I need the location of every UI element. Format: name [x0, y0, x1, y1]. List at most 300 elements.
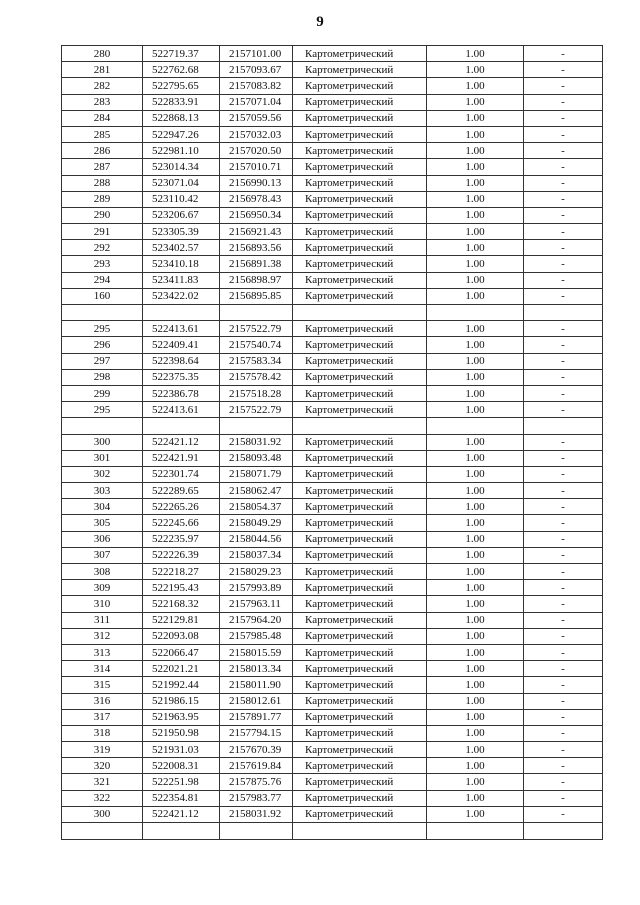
point-number-cell: 294 [62, 272, 143, 288]
x-coordinate-cell: 521950.98 [143, 725, 220, 741]
method-cell: Картометрический [293, 337, 427, 353]
point-number-cell: 313 [62, 644, 143, 660]
accuracy-cell: 1.00 [427, 644, 524, 660]
point-number-cell: 304 [62, 499, 143, 515]
method-cell: Картометрический [293, 353, 427, 369]
point-number-cell: 300 [62, 434, 143, 450]
method-cell: Картометрический [293, 175, 427, 191]
accuracy-cell: 1.00 [427, 337, 524, 353]
method-cell [293, 305, 427, 321]
y-coordinate-cell: 2156893.56 [220, 240, 293, 256]
y-coordinate-cell: 2158037.34 [220, 547, 293, 563]
table-row [62, 418, 603, 434]
method-cell: Картометрический [293, 272, 427, 288]
page-number: 9 [316, 14, 324, 30]
point-number-cell [62, 305, 143, 321]
point-number-cell: 310 [62, 596, 143, 612]
table-row [62, 725, 603, 741]
note-cell [524, 305, 603, 321]
note-cell: - [524, 78, 603, 94]
x-coordinate-cell: 521963.95 [143, 709, 220, 725]
x-coordinate-cell: 522947.26 [143, 126, 220, 142]
note-cell: - [524, 758, 603, 774]
table-row [62, 110, 603, 126]
point-number-cell: 303 [62, 483, 143, 499]
x-coordinate-cell [143, 823, 220, 840]
y-coordinate-cell: 2158031.92 [220, 806, 293, 822]
point-number-cell: 302 [62, 466, 143, 482]
note-cell: - [524, 337, 603, 353]
x-coordinate-cell: 522289.65 [143, 483, 220, 499]
x-coordinate-cell: 522021.21 [143, 661, 220, 677]
accuracy-cell: 1.00 [427, 774, 524, 790]
table-row [62, 143, 603, 159]
accuracy-cell: 1.00 [427, 353, 524, 369]
accuracy-cell: 1.00 [427, 612, 524, 628]
x-coordinate-cell: 522719.37 [143, 46, 220, 62]
point-number-cell [62, 418, 143, 434]
accuracy-cell: 1.00 [427, 531, 524, 547]
table-row [62, 353, 603, 369]
accuracy-cell: 1.00 [427, 466, 524, 482]
note-cell: - [524, 402, 603, 418]
table-row [62, 337, 603, 353]
accuracy-cell [427, 305, 524, 321]
note-cell: - [524, 564, 603, 580]
accuracy-cell: 1.00 [427, 628, 524, 644]
x-coordinate-cell: 522226.39 [143, 547, 220, 563]
point-number-cell: 281 [62, 62, 143, 78]
note-cell: - [524, 143, 603, 159]
point-number-cell: 314 [62, 661, 143, 677]
note-cell: - [524, 207, 603, 223]
note-cell: - [524, 450, 603, 466]
method-cell: Картометрический [293, 224, 427, 240]
x-coordinate-cell: 523411.83 [143, 272, 220, 288]
method-cell: Картометрический [293, 434, 427, 450]
note-cell: - [524, 499, 603, 515]
table-row [62, 126, 603, 142]
point-number-cell: 280 [62, 46, 143, 62]
point-number-cell: 284 [62, 110, 143, 126]
point-number-cell: 301 [62, 450, 143, 466]
table-row [62, 774, 603, 790]
y-coordinate-cell: 2156891.38 [220, 256, 293, 272]
point-number-cell: 283 [62, 94, 143, 110]
y-coordinate-cell: 2158013.34 [220, 661, 293, 677]
y-coordinate-cell: 2157518.28 [220, 385, 293, 401]
table-row [62, 385, 603, 401]
method-cell: Картометрический [293, 466, 427, 482]
point-number-cell: 298 [62, 369, 143, 385]
y-coordinate-cell: 2158029.23 [220, 564, 293, 580]
method-cell: Картометрический [293, 46, 427, 62]
x-coordinate-cell: 522235.97 [143, 531, 220, 547]
point-number-cell: 320 [62, 758, 143, 774]
note-cell: - [524, 580, 603, 596]
accuracy-cell: 1.00 [427, 224, 524, 240]
y-coordinate-cell: 2157619.84 [220, 758, 293, 774]
y-coordinate-cell: 2158044.56 [220, 531, 293, 547]
method-cell: Картометрический [293, 369, 427, 385]
note-cell [524, 418, 603, 434]
point-number-cell: 160 [62, 288, 143, 304]
table-row [62, 483, 603, 499]
accuracy-cell: 1.00 [427, 272, 524, 288]
coordinates-table [61, 45, 603, 840]
x-coordinate-cell: 522421.12 [143, 434, 220, 450]
table-row [62, 596, 603, 612]
point-number-cell: 291 [62, 224, 143, 240]
method-cell: Картометрический [293, 110, 427, 126]
x-coordinate-cell: 523206.67 [143, 207, 220, 223]
note-cell: - [524, 256, 603, 272]
note-cell: - [524, 725, 603, 741]
note-cell: - [524, 321, 603, 337]
method-cell [293, 418, 427, 434]
table-row [62, 369, 603, 385]
note-cell: - [524, 94, 603, 110]
method-cell: Картометрический [293, 62, 427, 78]
x-coordinate-cell: 522375.35 [143, 369, 220, 385]
method-cell: Картометрический [293, 143, 427, 159]
method-cell: Картометрический [293, 612, 427, 628]
note-cell: - [524, 175, 603, 191]
point-number-cell: 300 [62, 806, 143, 822]
y-coordinate-cell: 2157540.74 [220, 337, 293, 353]
accuracy-cell: 1.00 [427, 110, 524, 126]
method-cell: Картометрический [293, 693, 427, 709]
method-cell: Картометрический [293, 709, 427, 725]
x-coordinate-cell [143, 305, 220, 321]
note-cell: - [524, 547, 603, 563]
method-cell: Картометрический [293, 515, 427, 531]
table-row [62, 515, 603, 531]
accuracy-cell: 1.00 [427, 564, 524, 580]
x-coordinate-cell: 522251.98 [143, 774, 220, 790]
method-cell: Картометрический [293, 499, 427, 515]
table-row [62, 78, 603, 94]
method-cell: Картометрический [293, 94, 427, 110]
method-cell: Картометрический [293, 240, 427, 256]
y-coordinate-cell [220, 418, 293, 434]
x-coordinate-cell: 522981.10 [143, 143, 220, 159]
y-coordinate-cell: 2157071.04 [220, 94, 293, 110]
table-row [62, 693, 603, 709]
point-number-cell: 293 [62, 256, 143, 272]
table-row [62, 644, 603, 660]
table-row [62, 240, 603, 256]
x-coordinate-cell: 522218.27 [143, 564, 220, 580]
accuracy-cell: 1.00 [427, 758, 524, 774]
note-cell: - [524, 677, 603, 693]
accuracy-cell: 1.00 [427, 483, 524, 499]
x-coordinate-cell: 522245.66 [143, 515, 220, 531]
method-cell: Картометрический [293, 78, 427, 94]
y-coordinate-cell: 2158049.29 [220, 515, 293, 531]
point-number-cell: 305 [62, 515, 143, 531]
table-row [62, 742, 603, 758]
note-cell: - [524, 385, 603, 401]
y-coordinate-cell: 2157093.67 [220, 62, 293, 78]
accuracy-cell: 1.00 [427, 693, 524, 709]
y-coordinate-cell [220, 823, 293, 840]
x-coordinate-cell: 522386.78 [143, 385, 220, 401]
y-coordinate-cell: 2158012.61 [220, 693, 293, 709]
method-cell: Картометрический [293, 596, 427, 612]
table-row [62, 256, 603, 272]
accuracy-cell: 1.00 [427, 240, 524, 256]
accuracy-cell: 1.00 [427, 94, 524, 110]
x-coordinate-cell: 523422.02 [143, 288, 220, 304]
table-row [62, 661, 603, 677]
x-coordinate-cell: 523071.04 [143, 175, 220, 191]
table-row [62, 450, 603, 466]
point-number-cell: 295 [62, 321, 143, 337]
table-row [62, 175, 603, 191]
accuracy-cell: 1.00 [427, 62, 524, 78]
y-coordinate-cell: 2158054.37 [220, 499, 293, 515]
point-number-cell: 288 [62, 175, 143, 191]
point-number-cell: 321 [62, 774, 143, 790]
y-coordinate-cell: 2157993.89 [220, 580, 293, 596]
y-coordinate-cell: 2158062.47 [220, 483, 293, 499]
point-number-cell: 295 [62, 402, 143, 418]
accuracy-cell: 1.00 [427, 596, 524, 612]
accuracy-cell: 1.00 [427, 191, 524, 207]
point-number-cell: 309 [62, 580, 143, 596]
accuracy-cell: 1.00 [427, 742, 524, 758]
y-coordinate-cell: 2157891.77 [220, 709, 293, 725]
x-coordinate-cell: 522833.91 [143, 94, 220, 110]
accuracy-cell: 1.00 [427, 434, 524, 450]
accuracy-cell: 1.00 [427, 143, 524, 159]
x-coordinate-cell: 522868.13 [143, 110, 220, 126]
y-coordinate-cell: 2157963.11 [220, 596, 293, 612]
y-coordinate-cell: 2157983.77 [220, 790, 293, 806]
x-coordinate-cell: 522195.43 [143, 580, 220, 596]
table-row [62, 806, 603, 822]
note-cell: - [524, 806, 603, 822]
note-cell: - [524, 531, 603, 547]
note-cell: - [524, 774, 603, 790]
point-number-cell: 299 [62, 385, 143, 401]
note-cell [524, 823, 603, 840]
x-coordinate-cell: 523305.39 [143, 224, 220, 240]
method-cell: Картометрический [293, 288, 427, 304]
accuracy-cell [427, 823, 524, 840]
method-cell: Картометрический [293, 628, 427, 644]
point-number-cell: 307 [62, 547, 143, 563]
point-number-cell: 311 [62, 612, 143, 628]
y-coordinate-cell: 2157985.48 [220, 628, 293, 644]
y-coordinate-cell: 2156950.34 [220, 207, 293, 223]
x-coordinate-cell: 522409.41 [143, 337, 220, 353]
note-cell: - [524, 466, 603, 482]
x-coordinate-cell: 523014.34 [143, 159, 220, 175]
note-cell: - [524, 353, 603, 369]
x-coordinate-cell [143, 418, 220, 434]
accuracy-cell: 1.00 [427, 806, 524, 822]
point-number-cell: 286 [62, 143, 143, 159]
y-coordinate-cell: 2158031.92 [220, 434, 293, 450]
accuracy-cell: 1.00 [427, 402, 524, 418]
x-coordinate-cell: 522168.32 [143, 596, 220, 612]
x-coordinate-cell: 523110.42 [143, 191, 220, 207]
y-coordinate-cell: 2157059.56 [220, 110, 293, 126]
point-number-cell: 322 [62, 790, 143, 806]
method-cell: Картометрический [293, 644, 427, 660]
point-number-cell: 312 [62, 628, 143, 644]
table-row [62, 612, 603, 628]
accuracy-cell: 1.00 [427, 661, 524, 677]
method-cell: Картометрический [293, 580, 427, 596]
y-coordinate-cell: 2157522.79 [220, 402, 293, 418]
x-coordinate-cell: 522008.31 [143, 758, 220, 774]
method-cell: Картометрический [293, 191, 427, 207]
accuracy-cell: 1.00 [427, 207, 524, 223]
table-row [62, 159, 603, 175]
y-coordinate-cell: 2157583.34 [220, 353, 293, 369]
note-cell: - [524, 612, 603, 628]
accuracy-cell: 1.00 [427, 159, 524, 175]
table-row [62, 272, 603, 288]
x-coordinate-cell: 521986.15 [143, 693, 220, 709]
method-cell: Картометрический [293, 677, 427, 693]
point-number-cell: 306 [62, 531, 143, 547]
note-cell: - [524, 191, 603, 207]
note-cell: - [524, 159, 603, 175]
note-cell: - [524, 369, 603, 385]
method-cell: Картометрический [293, 402, 427, 418]
method-cell: Картометрический [293, 742, 427, 758]
point-number-cell: 317 [62, 709, 143, 725]
note-cell: - [524, 790, 603, 806]
accuracy-cell: 1.00 [427, 677, 524, 693]
accuracy-cell: 1.00 [427, 126, 524, 142]
note-cell: - [524, 434, 603, 450]
table-row [62, 207, 603, 223]
point-number-cell: 318 [62, 725, 143, 741]
y-coordinate-cell: 2158071.79 [220, 466, 293, 482]
note-cell: - [524, 224, 603, 240]
point-number-cell: 289 [62, 191, 143, 207]
method-cell: Картометрический [293, 385, 427, 401]
table-row [62, 628, 603, 644]
note-cell: - [524, 110, 603, 126]
table-row [62, 564, 603, 580]
x-coordinate-cell: 522129.81 [143, 612, 220, 628]
table-row [62, 709, 603, 725]
y-coordinate-cell: 2156895.85 [220, 288, 293, 304]
table-row [62, 402, 603, 418]
table-row [62, 46, 603, 62]
y-coordinate-cell: 2157522.79 [220, 321, 293, 337]
accuracy-cell: 1.00 [427, 580, 524, 596]
table-row [62, 434, 603, 450]
table-row [62, 580, 603, 596]
accuracy-cell: 1.00 [427, 175, 524, 191]
note-cell: - [524, 515, 603, 531]
table-row [62, 321, 603, 337]
x-coordinate-cell: 522413.61 [143, 321, 220, 337]
x-coordinate-cell: 522421.91 [143, 450, 220, 466]
table-row [62, 288, 603, 304]
table-row [62, 758, 603, 774]
point-number-cell: 319 [62, 742, 143, 758]
x-coordinate-cell: 521992.44 [143, 677, 220, 693]
table-row [62, 224, 603, 240]
y-coordinate-cell: 2157670.39 [220, 742, 293, 758]
table-row [62, 547, 603, 563]
x-coordinate-cell: 523402.57 [143, 240, 220, 256]
y-coordinate-cell: 2158011.90 [220, 677, 293, 693]
y-coordinate-cell: 2156978.43 [220, 191, 293, 207]
accuracy-cell [427, 418, 524, 434]
y-coordinate-cell: 2156921.43 [220, 224, 293, 240]
y-coordinate-cell: 2156898.97 [220, 272, 293, 288]
method-cell: Картометрический [293, 661, 427, 677]
method-cell: Картометрический [293, 450, 427, 466]
table-row [62, 790, 603, 806]
table-row [62, 305, 603, 321]
note-cell: - [524, 709, 603, 725]
accuracy-cell: 1.00 [427, 450, 524, 466]
method-cell: Картометрический [293, 790, 427, 806]
accuracy-cell: 1.00 [427, 288, 524, 304]
note-cell: - [524, 483, 603, 499]
table-row [62, 62, 603, 78]
method-cell: Картометрический [293, 758, 427, 774]
y-coordinate-cell: 2157083.82 [220, 78, 293, 94]
note-cell: - [524, 628, 603, 644]
point-number-cell: 296 [62, 337, 143, 353]
accuracy-cell: 1.00 [427, 385, 524, 401]
method-cell: Картометрический [293, 321, 427, 337]
y-coordinate-cell: 2158093.48 [220, 450, 293, 466]
y-coordinate-cell: 2157101.00 [220, 46, 293, 62]
method-cell [293, 823, 427, 840]
note-cell: - [524, 62, 603, 78]
x-coordinate-cell: 522066.47 [143, 644, 220, 660]
point-number-cell: 297 [62, 353, 143, 369]
method-cell: Картометрический [293, 256, 427, 272]
note-cell: - [524, 272, 603, 288]
x-coordinate-cell: 522354.81 [143, 790, 220, 806]
point-number-cell: 290 [62, 207, 143, 223]
accuracy-cell: 1.00 [427, 369, 524, 385]
table-row [62, 823, 603, 840]
point-number-cell: 315 [62, 677, 143, 693]
point-number-cell: 316 [62, 693, 143, 709]
point-number-cell: 285 [62, 126, 143, 142]
y-coordinate-cell: 2158015.59 [220, 644, 293, 660]
table-row [62, 677, 603, 693]
y-coordinate-cell: 2157875.76 [220, 774, 293, 790]
accuracy-cell: 1.00 [427, 256, 524, 272]
accuracy-cell: 1.00 [427, 321, 524, 337]
accuracy-cell: 1.00 [427, 547, 524, 563]
accuracy-cell: 1.00 [427, 78, 524, 94]
y-coordinate-cell [220, 305, 293, 321]
note-cell: - [524, 240, 603, 256]
x-coordinate-cell: 521931.03 [143, 742, 220, 758]
method-cell: Картометрический [293, 207, 427, 223]
x-coordinate-cell: 522093.08 [143, 628, 220, 644]
method-cell: Картометрический [293, 126, 427, 142]
method-cell: Картометрический [293, 564, 427, 580]
y-coordinate-cell: 2156990.13 [220, 175, 293, 191]
